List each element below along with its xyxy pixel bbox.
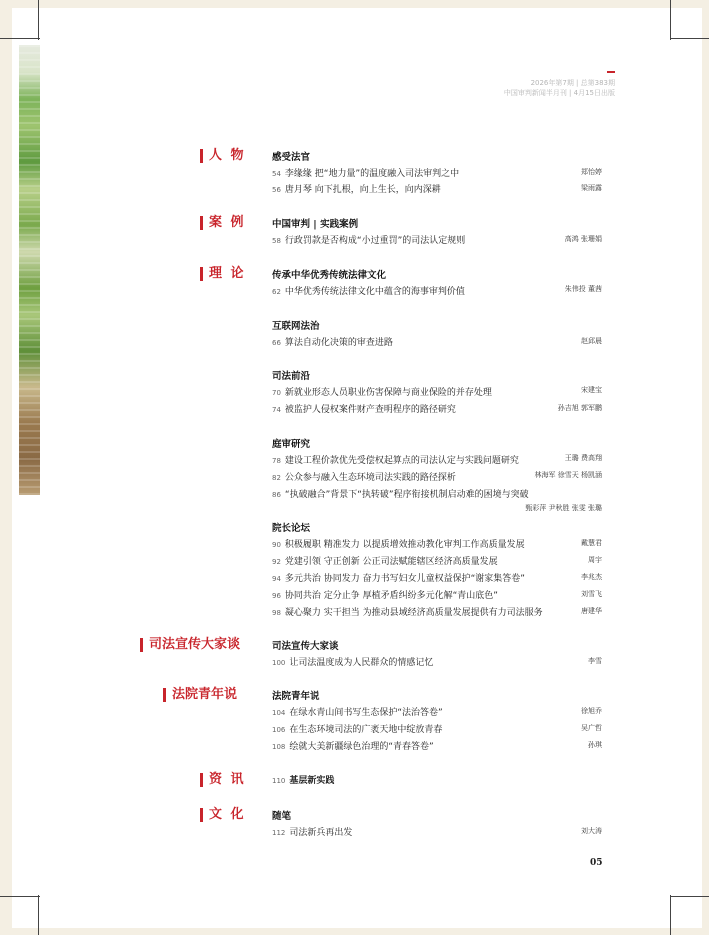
entry-title: 被监护人侵权案件财产查明程序的路径研究 <box>284 405 456 415</box>
group-title: 司法宣传大家谈 <box>272 641 339 652</box>
issue-accent-bar <box>607 71 615 73</box>
entry-title: 基层新实践 <box>289 776 335 786</box>
issue-line-1: 2026年第7期 | 总第383期 <box>530 79 615 87</box>
toc-entry[interactable] <box>272 739 602 751</box>
toc-entry[interactable] <box>272 233 602 245</box>
toc-entry[interactable] <box>272 487 602 499</box>
crop-mark-top-left <box>38 0 39 40</box>
group-title: 中国审判 | 实践案例 <box>272 219 359 230</box>
section-label-culture: 文 化 <box>200 808 246 822</box>
entry-author: 高鸿 张珊娟 <box>564 235 602 243</box>
entry-page: 74 <box>272 406 281 414</box>
cover-photo-strip <box>19 45 40 495</box>
toc-entry[interactable] <box>272 335 602 347</box>
entry-page: 108 <box>272 743 286 751</box>
toc-entry[interactable] <box>272 655 602 667</box>
group-title: 司法前沿 <box>272 371 311 382</box>
entry-author: 赵邱晨 <box>581 337 602 345</box>
entry-author: 林海军 徐雪天 杨凯涵 <box>534 471 602 479</box>
entry-page: 86 <box>272 491 281 499</box>
issue-line-2: 中国审判新闻半月刊 | 4月15日出版 <box>503 89 615 97</box>
entry-page: 78 <box>272 457 281 465</box>
entry-author: 周宇 <box>588 556 602 564</box>
entry-author: 李雪 <box>588 657 602 665</box>
entry-page: 82 <box>272 474 281 482</box>
toc-entry[interactable] <box>272 537 602 549</box>
magazine-page <box>12 8 702 928</box>
crop-mark-bottom-right <box>670 895 671 935</box>
toc-entry[interactable] <box>272 825 602 837</box>
toc-entry[interactable] <box>272 402 602 414</box>
entry-page: 112 <box>272 829 286 837</box>
crop-mark-top-right <box>670 0 671 40</box>
entry-page: 70 <box>272 389 281 397</box>
entry-author: 朱伟投 董茜 <box>564 285 602 293</box>
entry-title: “执破融合”背景下“执转破”程序衔接机制启动难的困境与突破 <box>284 490 529 500</box>
entry-title: 新就业形态人员职业伤害保障与商业保险的并存处理 <box>284 388 492 398</box>
toc-entry[interactable] <box>272 571 602 583</box>
entry-title: 在绿水青山间书写生态保护“法治答卷” <box>289 708 443 718</box>
section-label-people: 人 物 <box>200 149 246 163</box>
section-label-news: 资 讯 <box>200 773 246 787</box>
entry-title: 算法自动化决策的审查进路 <box>284 338 393 348</box>
entry-author: 王璐 费高翔 <box>564 454 602 462</box>
entry-title: 绘就大美新疆绿色治理的“青春答卷” <box>289 742 434 752</box>
entry-title: 协同共治 定分止争 厚植矛盾纠纷多元化解“青山底色” <box>284 591 498 601</box>
entry-title: 公众参与融入生态环境司法实践的路径探析 <box>284 473 456 483</box>
entry-author: 梁雨露 <box>581 184 602 192</box>
crop-mark-bottom-left <box>38 895 39 935</box>
toc-entry[interactable] <box>272 554 602 566</box>
section-label-youth: 法院青年说 <box>163 688 237 702</box>
entry-title: 积极履职 精准发力 以提质增效推动教化审判工作高质量发展 <box>284 540 525 550</box>
entry-author: 吴广哲 <box>581 724 602 732</box>
section-label-theory: 理 论 <box>200 267 246 281</box>
group-title: 互联网法治 <box>272 321 320 332</box>
entry-author: 徐旭乔 <box>581 707 602 715</box>
entry-title: 在生态环境司法的广袤天地中绽放青春 <box>289 725 443 735</box>
group-title: 随笔 <box>272 811 292 822</box>
crop-mark-top-left-h <box>0 38 40 39</box>
toc-entry[interactable] <box>272 182 602 194</box>
entry-page: 110 <box>272 777 286 785</box>
entry-page: 100 <box>272 659 286 667</box>
entry-title: 让司法温度成为人民群众的情感记忆 <box>289 658 434 668</box>
toc-entry[interactable] <box>272 284 602 296</box>
entry-author: 甄彩萍 尹秋胜 张雯 张璐 <box>525 504 602 512</box>
toc-entry[interactable] <box>272 605 602 617</box>
crop-mark-top-right-h <box>670 38 709 39</box>
entry-page: 96 <box>272 592 281 600</box>
toc-entry[interactable] <box>272 705 602 717</box>
entry-title: 多元共治 协同发力 奋力书写妇女儿童权益保护“谢家集答卷” <box>284 574 525 584</box>
crop-mark-bottom-right-h <box>670 896 709 897</box>
entry-page: 58 <box>272 237 281 245</box>
entry-page: 90 <box>272 541 281 549</box>
entry-author: 戴慧君 <box>581 539 602 547</box>
entry-page: 54 <box>272 170 281 178</box>
section-label-cases: 案 例 <box>200 216 246 230</box>
entry-author: 刘雪飞 <box>581 590 602 598</box>
entry-page: 94 <box>272 575 281 583</box>
group-title: 法院青年说 <box>272 691 320 702</box>
entry-author: 郑怡婷 <box>581 168 602 176</box>
toc-entry[interactable] <box>272 722 602 734</box>
entry-page: 98 <box>272 609 281 617</box>
entry-page: 106 <box>272 726 286 734</box>
entry-author: 宋建宝 <box>581 386 602 394</box>
entry-page: 66 <box>272 339 281 347</box>
page-number: 05 <box>590 858 603 868</box>
entry-page: 56 <box>272 186 281 194</box>
entry-author: 孙吉旭 郭军鹏 <box>557 404 602 412</box>
entry-author: 孙琪 <box>588 741 602 749</box>
toc-entry-news[interactable] <box>272 773 602 785</box>
toc-entry[interactable] <box>272 166 602 178</box>
crop-mark-bottom-left-h <box>0 896 40 897</box>
entry-title: 党建引领 守正创新 公正司法赋能辖区经济高质量发展 <box>284 557 498 567</box>
entry-title: 司法新兵再出发 <box>289 828 353 838</box>
entry-page: 62 <box>272 288 281 296</box>
toc-entry[interactable] <box>272 453 602 465</box>
entry-author: 李兆杰 <box>581 573 602 581</box>
entry-page: 104 <box>272 709 286 717</box>
group-title: 传承中华优秀传统法律文化 <box>272 270 387 281</box>
entry-title: 唐月琴 向下扎根，向上生长，向内深耕 <box>284 185 441 195</box>
toc-entry[interactable] <box>272 588 602 600</box>
group-title: 庭审研究 <box>272 439 311 450</box>
entry-title: 中华优秀传统法律文化中蕴含的海事审判价值 <box>284 287 465 297</box>
section-label-publicity: 司法宣传大家谈 <box>140 638 240 652</box>
entry-page: 92 <box>272 558 281 566</box>
issue-info <box>504 78 615 98</box>
entry-author: 刘大涛 <box>581 827 602 835</box>
entry-title: 建设工程价款优先受偿权起算点的司法认定与实践问题研究 <box>284 456 519 466</box>
entry-title: 李缘缘 把“地力量”的温度融入司法审判之中 <box>284 169 460 179</box>
group-title: 感受法官 <box>272 152 311 163</box>
entry-title: 行政罚款是否构成“小过重罚”的司法认定规则 <box>284 236 466 246</box>
entry-title: 凝心聚力 实干担当 为推动县域经济高质量发展提供有力司法服务 <box>284 608 543 618</box>
toc-entry[interactable] <box>272 385 602 397</box>
group-title: 院长论坛 <box>272 523 311 534</box>
entry-author: 唐建华 <box>581 607 602 615</box>
